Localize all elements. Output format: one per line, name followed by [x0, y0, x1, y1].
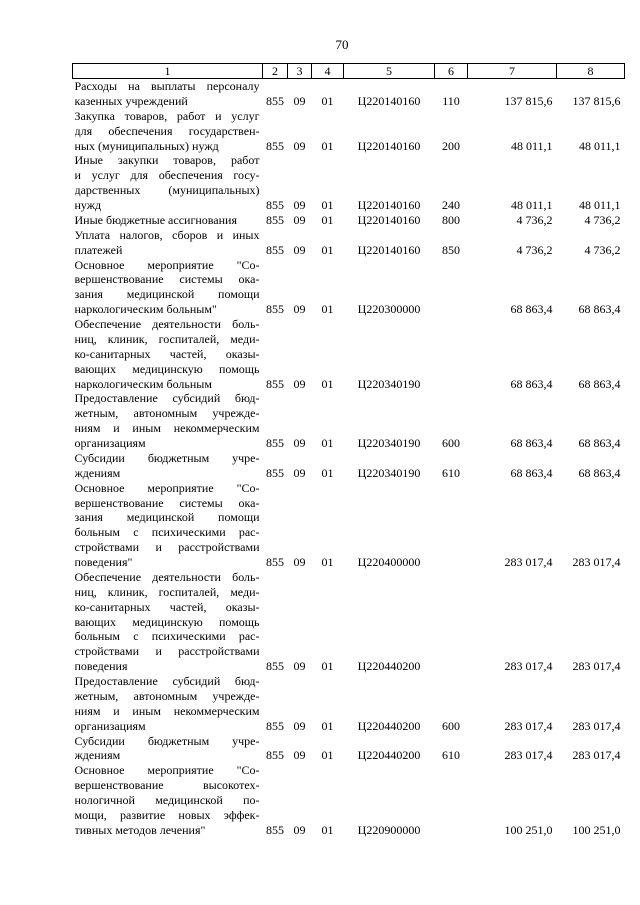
row-description-line: дарственных (муниципальных): [74, 183, 260, 198]
page-number: 70: [335, 37, 349, 52]
ministry-code: 855: [266, 748, 284, 763]
budget-table: [72, 63, 625, 838]
table-row: [73, 153, 625, 213]
amount-plan: 48 011,1: [510, 198, 553, 212]
header-col-4: 4: [312, 64, 344, 79]
target-article-code: Ц220340190: [357, 436, 421, 450]
row-description-line: Субсидии бюджетным учре-: [74, 450, 260, 465]
row-description: [73, 317, 263, 391]
target-article-code: Ц220140160: [357, 93, 421, 108]
table-row: [73, 317, 625, 391]
row-description-line: Обеспечение деятельности боль-: [74, 569, 260, 584]
table-row: [73, 481, 625, 570]
row-description-line: Закупка товаров, работ и услуг: [74, 108, 260, 123]
amount-plan: 48 011,1: [510, 138, 553, 153]
row-description: [73, 79, 263, 109]
section-code: 09: [293, 138, 306, 153]
row-description-line: Предоставление субсидий бюд-: [74, 391, 260, 406]
row-description-line: Обеспечение деятельности боль-: [74, 317, 260, 331]
row-description: [73, 451, 263, 481]
ministry-code: 855: [266, 718, 284, 733]
header-col-2: 2: [263, 64, 288, 79]
row-description: [73, 734, 263, 764]
table-row: [73, 228, 625, 258]
section-code: 09: [293, 242, 306, 257]
subsection-code: 01: [321, 748, 334, 763]
target-article-code: Ц220400000: [357, 555, 421, 569]
amount-approved: 68 863,4: [578, 465, 621, 480]
row-description-line: и услуг для обеспечения госу-: [74, 168, 260, 183]
amount-approved: 68 863,4: [578, 302, 621, 317]
row-description-line: поведения": [74, 555, 133, 569]
row-description: [73, 674, 263, 734]
row-description-line: наркологическим больным: [74, 376, 212, 391]
target-article-code: Ц220900000: [357, 822, 421, 837]
row-description-line: жетным, автономным учрежде-: [74, 688, 260, 703]
amount-plan: 4 736,2: [516, 242, 553, 257]
table-row: [73, 451, 625, 481]
ministry-code: 855: [266, 302, 284, 317]
subsection-code: 01: [321, 302, 334, 317]
amount-plan: 68 863,4: [510, 465, 553, 480]
row-description: [73, 391, 263, 451]
table-row: [73, 570, 625, 674]
amount-plan: 68 863,4: [510, 302, 553, 317]
target-article-code: Ц220440200: [357, 718, 421, 733]
row-description-line: зания медицинской помощи: [74, 287, 260, 302]
table-row: [73, 258, 625, 318]
table-header: [73, 64, 625, 79]
subsection-code: 01: [321, 718, 334, 733]
ministry-code: 855: [266, 555, 284, 569]
section-code: 09: [293, 212, 306, 227]
section-code: 09: [293, 555, 306, 569]
row-description-line: стройствами и расстройствами: [74, 540, 260, 555]
expense-type-code: [435, 763, 468, 837]
ministry-code: 855: [266, 212, 284, 227]
expense-type-code: 610: [442, 748, 460, 763]
ministry-code: 855: [266, 822, 284, 837]
header-col-8: 8: [557, 64, 625, 79]
subsection-code: 01: [321, 659, 334, 674]
subsection-code: 01: [321, 376, 334, 391]
amount-plan: 283 017,4: [504, 555, 553, 569]
row-description: [73, 258, 263, 318]
row-description-line: вающих медицинскую помощь: [74, 361, 260, 376]
table-row: [73, 391, 625, 451]
row-description-line: стройствами и расстройствами: [74, 644, 260, 659]
row-description-line: мощи, развитие новых эффек-: [74, 807, 260, 822]
amount-approved: 283 017,4: [572, 659, 621, 674]
ministry-code: 855: [266, 465, 284, 480]
row-description-line: зания медицинской помощи: [74, 510, 260, 525]
subsection-code: 01: [321, 212, 334, 227]
table-row: [73, 763, 625, 837]
amount-plan: 68 863,4: [510, 436, 553, 450]
target-article-code: Ц220140160: [357, 198, 421, 212]
row-description-line: нологичной медицинской по-: [74, 793, 260, 807]
row-description-line: вершенствование системы ока-: [74, 495, 260, 510]
subsection-code: 01: [321, 93, 334, 108]
subsection-code: 01: [321, 436, 334, 450]
row-description-line: Субсидии бюджетным учре-: [74, 733, 260, 748]
expense-type-code: 240: [442, 198, 460, 212]
expense-type-code: 600: [442, 436, 460, 450]
row-description: [73, 228, 263, 258]
expense-type-code: 850: [442, 242, 460, 257]
row-description-line: Иные бюджетные ассигнования: [74, 212, 237, 227]
row-description-line: организациям: [74, 436, 146, 450]
amount-approved: 137 815,6: [572, 93, 621, 108]
expense-type-code: 110: [442, 93, 460, 108]
ministry-code: 855: [266, 198, 284, 212]
target-article-code: Ц220140160: [357, 212, 421, 227]
target-article-code: Ц220340190: [357, 376, 421, 391]
amount-plan: 283 017,4: [504, 718, 553, 733]
amount-approved: 100 251,0: [572, 822, 621, 837]
table-body: [73, 79, 625, 838]
row-description-line: ждениям: [74, 465, 121, 480]
amount-plan: 283 017,4: [504, 659, 553, 674]
row-description-line: Иные закупки товаров, работ: [74, 153, 260, 168]
header-col-5: 5: [344, 64, 435, 79]
row-description: [73, 481, 263, 570]
row-description-line: тивных методов лечения": [74, 822, 206, 837]
amount-approved: 4 736,2: [584, 212, 621, 227]
amount-plan: 4 736,2: [516, 212, 553, 227]
expense-type-code: 800: [442, 212, 460, 227]
section-code: 09: [293, 93, 306, 108]
row-description-line: ниям и иным некоммерческим: [74, 703, 260, 718]
expense-type-code: 200: [442, 138, 460, 153]
expense-type-code: [435, 570, 468, 674]
amount-approved: 283 017,4: [572, 748, 621, 763]
subsection-code: 01: [321, 465, 334, 480]
row-description-line: вершенствование системы ока-: [74, 272, 260, 287]
row-description-line: организациям: [74, 718, 146, 733]
table-row: [73, 79, 625, 109]
row-description-line: больным с психическими рас-: [74, 629, 260, 644]
header-col-7: 7: [468, 64, 557, 79]
row-description-line: нужд: [74, 198, 102, 212]
ministry-code: 855: [266, 376, 284, 391]
row-description-line: ко-санитарных частей, оказы-: [74, 599, 260, 614]
amount-approved: 48 011,1: [578, 198, 621, 212]
row-description-line: Предоставление субсидий бюд-: [74, 674, 260, 688]
section-code: 09: [293, 198, 306, 212]
row-description-line: ниц, клиник, госпиталей, меди-: [74, 331, 260, 346]
header-row: [73, 64, 625, 79]
row-description-line: жетным, автономным учрежде-: [74, 406, 260, 421]
row-description-line: ных (муниципальных) нужд: [74, 138, 219, 153]
section-code: 09: [293, 436, 306, 450]
row-description-line: Основное мероприятие "Со-: [74, 763, 260, 778]
row-description-line: ниц, клиник, госпиталей, меди-: [74, 584, 260, 599]
ministry-code: 855: [266, 659, 284, 674]
row-description-line: ниям и иным некоммерческим: [74, 421, 260, 436]
section-code: 09: [293, 659, 306, 674]
subsection-code: 01: [321, 138, 334, 153]
amount-plan: 100 251,0: [504, 822, 553, 837]
section-code: 09: [293, 465, 306, 480]
row-description-line: платежей: [74, 242, 123, 257]
ministry-code: 855: [266, 138, 284, 153]
row-description-line: вершенствование высокотех-: [74, 778, 260, 793]
subsection-code: 01: [321, 198, 334, 212]
row-description-line: Расходы на выплаты персоналу: [74, 79, 260, 93]
header-col-6: 6: [435, 64, 468, 79]
target-article-code: Ц220300000: [357, 302, 421, 317]
section-code: 09: [293, 718, 306, 733]
amount-approved: 4 736,2: [584, 242, 621, 257]
table-row: [73, 213, 625, 228]
header-col-1: 1: [73, 64, 263, 79]
row-description-line: вающих медицинскую помощь: [74, 614, 260, 629]
expense-type-code: [435, 317, 468, 391]
section-code: 09: [293, 302, 306, 317]
header-col-3: 3: [288, 64, 312, 79]
row-description: [73, 570, 263, 674]
row-description-line: ко-санитарных частей, оказы-: [74, 346, 260, 361]
expense-type-code: [435, 258, 468, 318]
row-description: [73, 213, 263, 228]
row-description-line: поведения: [74, 659, 128, 674]
section-code: 09: [293, 748, 306, 763]
amount-plan: 283 017,4: [504, 748, 553, 763]
target-article-code: Ц220440200: [357, 659, 421, 674]
row-description-line: ждениям: [74, 748, 121, 763]
table-row: [73, 109, 625, 154]
ministry-code: 855: [266, 93, 284, 108]
row-description-line: Основное мероприятие "Со-: [74, 480, 260, 495]
target-article-code: Ц220140160: [357, 242, 421, 257]
target-article-code: Ц220340190: [357, 465, 421, 480]
amount-plan: 68 863,4: [510, 376, 553, 391]
amount-approved: 283 017,4: [572, 555, 621, 569]
table-row: [73, 674, 625, 734]
ministry-code: 855: [266, 242, 284, 257]
expense-type-code: 610: [442, 465, 460, 480]
subsection-code: 01: [321, 242, 334, 257]
amount-approved: 68 863,4: [578, 376, 621, 391]
row-description-line: наркологическим больным": [74, 302, 217, 317]
amount-approved: 48 011,1: [578, 138, 621, 153]
target-article-code: Ц220440200: [357, 748, 421, 763]
row-description: [73, 109, 263, 154]
row-description-line: для обеспечения государствен-: [74, 123, 260, 138]
row-description-line: больным с психическими рас-: [74, 525, 260, 540]
row-description-line: Основное мероприятие "Со-: [74, 257, 260, 272]
subsection-code: 01: [321, 555, 334, 569]
section-code: 09: [293, 376, 306, 391]
section-code: 09: [293, 822, 306, 837]
ministry-code: 855: [266, 436, 284, 450]
row-description: [73, 153, 263, 213]
row-description-line: Уплата налогов, сборов и иных: [74, 227, 260, 242]
amount-approved: 283 017,4: [572, 718, 621, 733]
target-article-code: Ц220140160: [357, 138, 421, 153]
amount-plan: 137 815,6: [504, 93, 553, 108]
row-description: [73, 763, 263, 837]
subsection-code: 01: [321, 822, 334, 837]
table-row: [73, 734, 625, 764]
amount-approved: 68 863,4: [578, 436, 621, 450]
expense-type-code: 600: [442, 718, 460, 733]
row-description-line: казенных учреждений: [74, 93, 188, 108]
expense-type-code: [435, 481, 468, 570]
